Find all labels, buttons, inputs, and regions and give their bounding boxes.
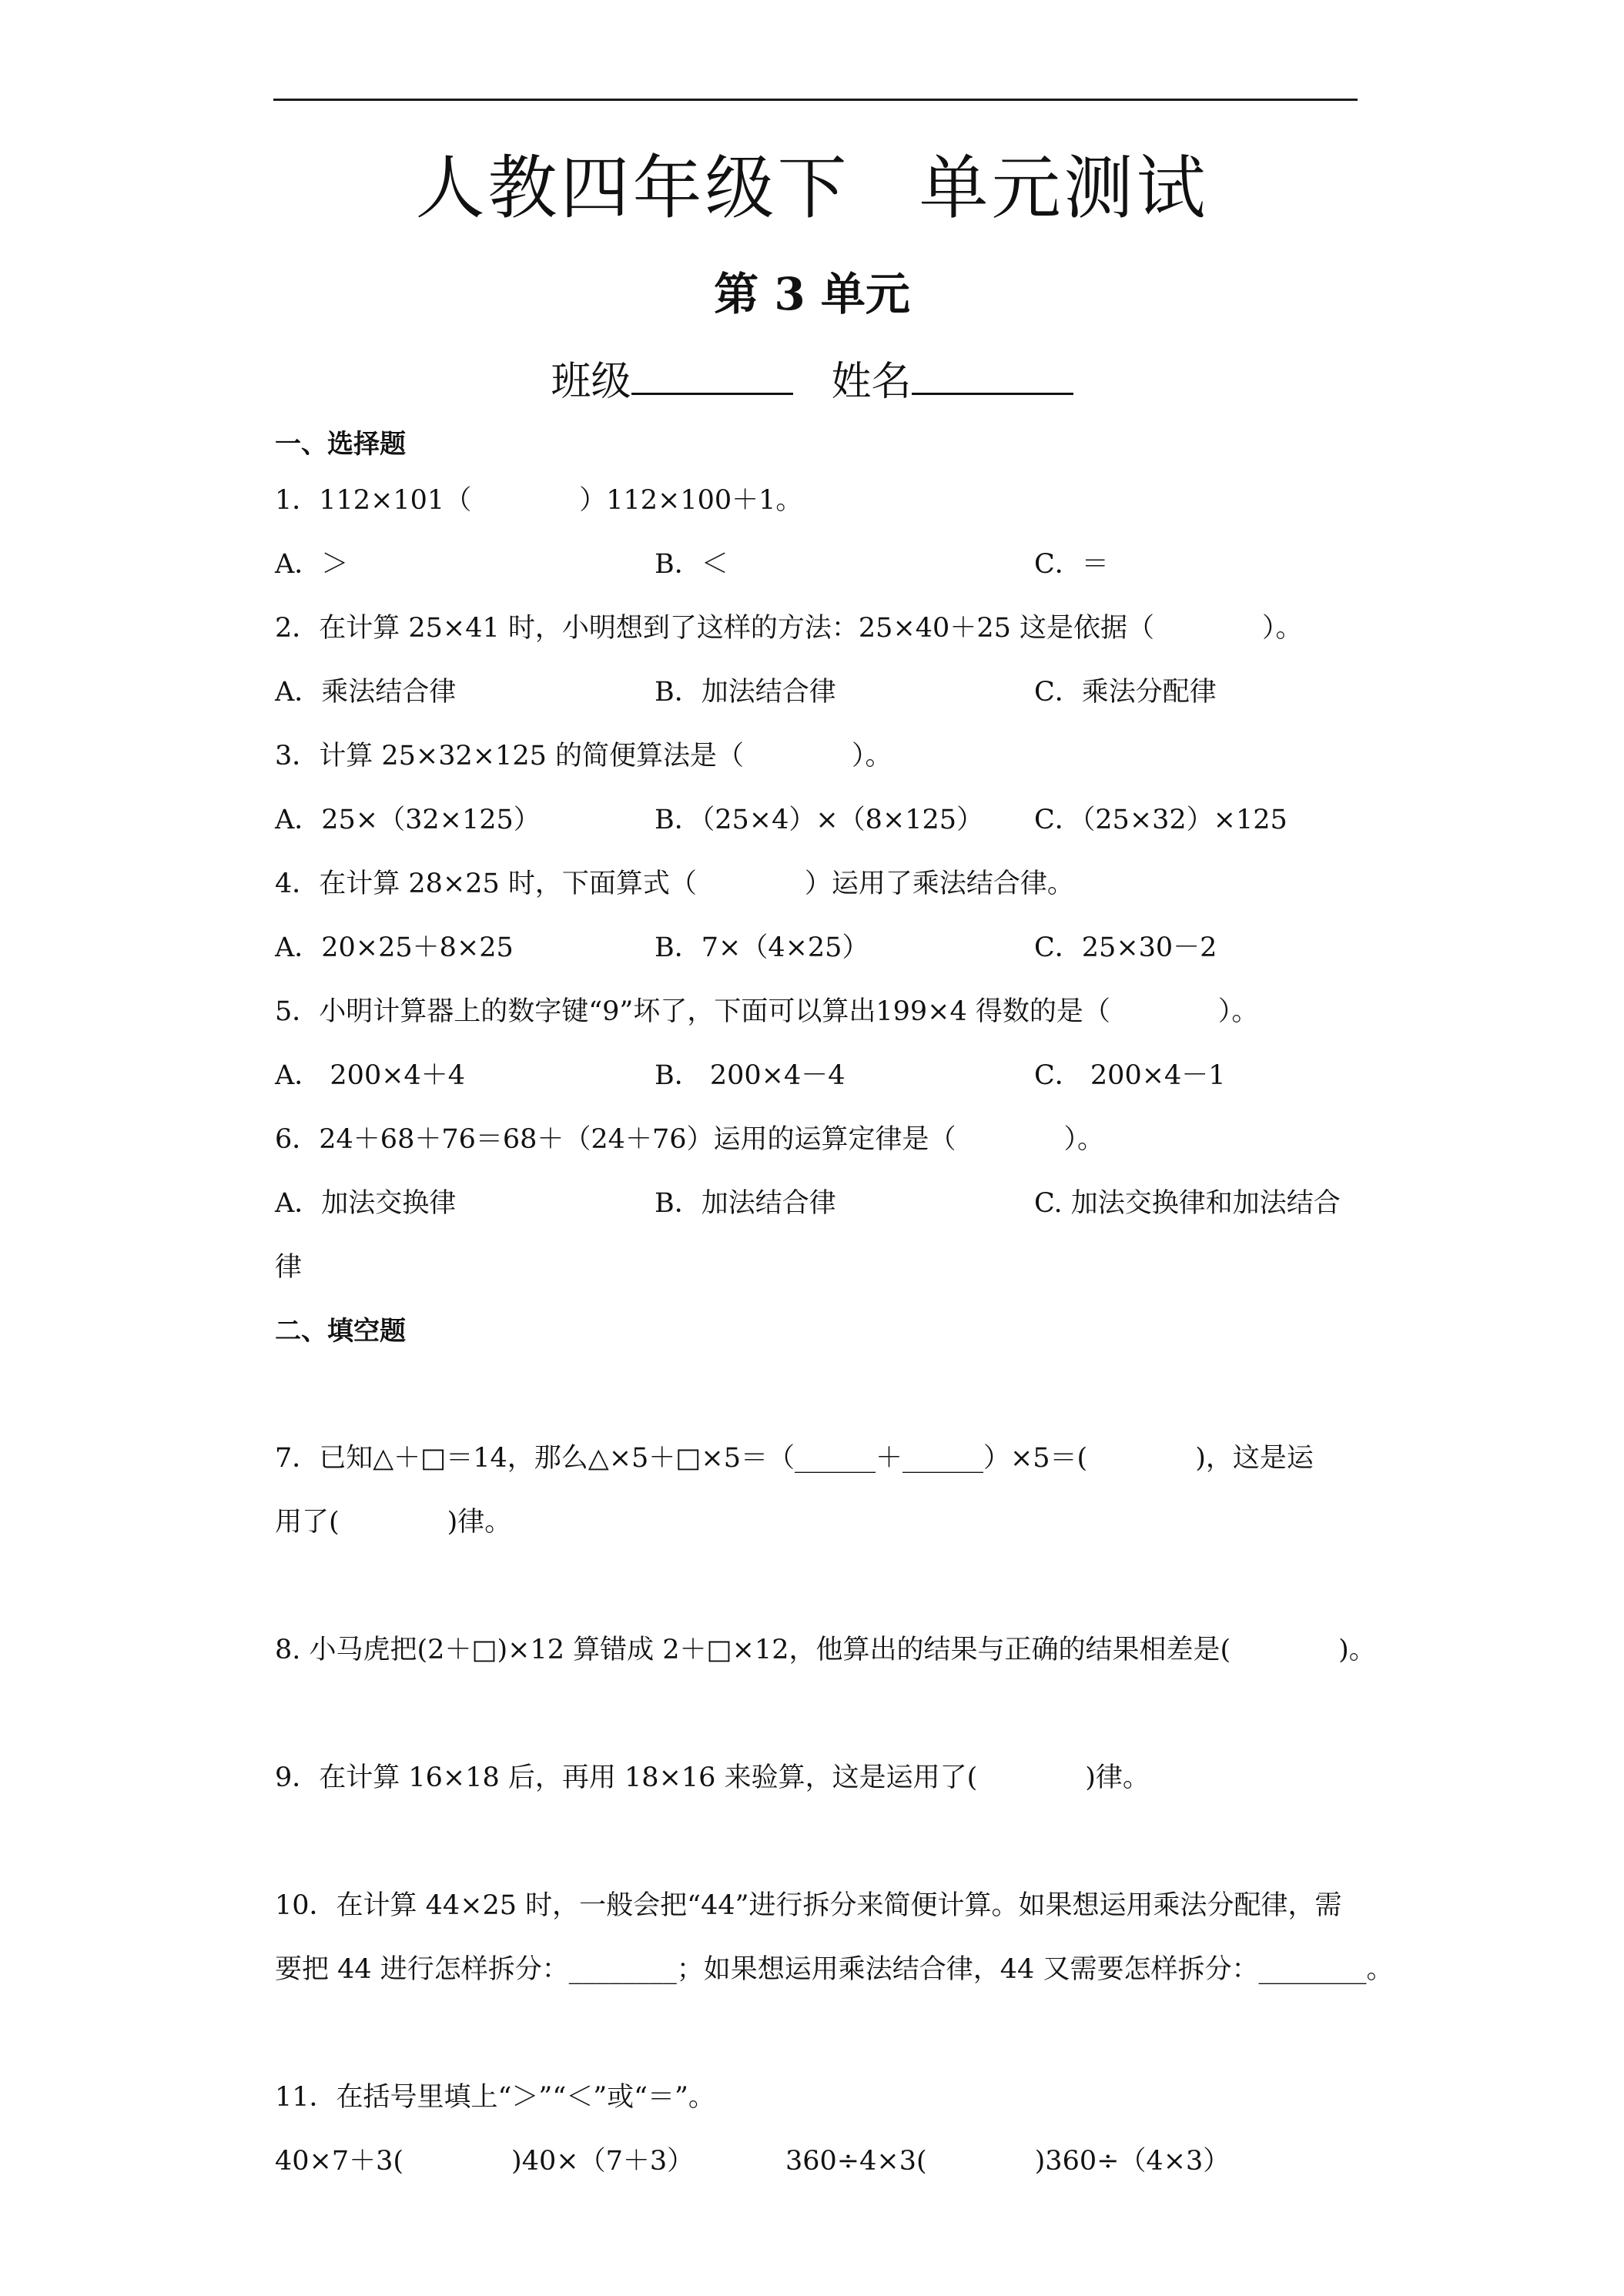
top-rule bbox=[273, 99, 1358, 101]
q3-option-a[interactable]: A．25×（32×125） bbox=[275, 805, 541, 835]
q4-option-c[interactable]: C．25×30－2 bbox=[1034, 932, 1217, 963]
title-left: 人教四年级下 bbox=[415, 148, 850, 229]
q1-option-c[interactable]: C．＝ bbox=[1034, 549, 1109, 580]
section-heading-fill: 二、填空题 bbox=[275, 1316, 406, 1347]
q6-option-c[interactable]: C. 加法交换律和加法结合 bbox=[1034, 1188, 1341, 1219]
q5-option-c[interactable]: C． 200×4－1 bbox=[1034, 1060, 1226, 1091]
question-5: 5．小明计算器上的数字键“9”坏了，下面可以算出199×4 得数的是（ ）。 bbox=[275, 996, 1259, 1027]
section-heading-choice: 一、选择题 bbox=[275, 429, 406, 460]
name-blank[interactable] bbox=[912, 353, 1073, 395]
class-name-row bbox=[0, 353, 1624, 409]
question-3: 3．计算 25×32×125 的简便算法是（ ）。 bbox=[275, 741, 892, 771]
question-10-line-1: 10．在计算 44×25 时，一般会把“44”进行拆分来简便计算。如果想运用乘法分配律，需 bbox=[275, 1890, 1342, 1921]
title-right: 单元测试 bbox=[919, 148, 1209, 229]
q5-option-b[interactable]: B． 200×4－4 bbox=[655, 1060, 845, 1091]
class-label: 班级 bbox=[551, 359, 631, 405]
question-11: 11．在括号里填上“＞”“＜”或“＝”。 bbox=[275, 2082, 715, 2113]
q4-option-b[interactable]: B．7×（4×25） bbox=[655, 932, 869, 963]
question-7-line-2: 用了( )律。 bbox=[275, 1507, 512, 1538]
q5-option-a[interactable]: A． 200×4＋4 bbox=[275, 1060, 466, 1091]
class-blank[interactable] bbox=[631, 353, 793, 395]
question-10-line-2: 要把 44 进行怎样拆分：________；如果想运用乘法结合律，44 又需要怎样拆分：________。 bbox=[275, 1954, 1394, 1985]
question-6: 6．24＋68＋76＝68＋（24＋76）运用的运算定律是（ ）。 bbox=[275, 1124, 1104, 1155]
q3-option-c[interactable]: C．（25×32）×125 bbox=[1034, 805, 1287, 835]
q2-option-a[interactable]: A．乘法结合律 bbox=[275, 677, 457, 708]
q11-compare-right: 360÷4×3( )360÷（4×3） bbox=[785, 2146, 1231, 2177]
name-label: 姓名 bbox=[831, 359, 912, 405]
q1-option-b[interactable]: B．＜ bbox=[655, 549, 728, 580]
q1-option-a[interactable]: A．＞ bbox=[275, 549, 349, 580]
q2-option-c[interactable]: C．乘法分配律 bbox=[1034, 677, 1217, 708]
q3-option-b[interactable]: B．（25×4）×（8×125） bbox=[655, 805, 984, 835]
question-1: 1．112×101（ ）112×100＋1。 bbox=[275, 485, 803, 516]
question-7-line-1: 7．已知△＋□＝14，那么△×5＋□×5＝（______＋______）×5＝( )，这是运 bbox=[275, 1443, 1314, 1474]
q6-option-a[interactable]: A．加法交换律 bbox=[275, 1188, 457, 1219]
q6-option-b[interactable]: B．加法结合律 bbox=[655, 1188, 836, 1219]
q6-option-c-wrap: 律 bbox=[275, 1252, 303, 1283]
q2-option-b[interactable]: B．加法结合律 bbox=[655, 677, 836, 708]
page-title bbox=[0, 146, 1624, 231]
question-9: 9．在计算 16×18 后，再用 18×16 来验算，这是运用了( )律。 bbox=[275, 1762, 1150, 1793]
question-4: 4．在计算 28×25 时，下面算式（ ）运用了乘法结合律。 bbox=[275, 869, 1074, 899]
q11-compare-left: 40×7＋3( )40×（7＋3） bbox=[275, 2146, 695, 2177]
unit-subtitle: 第 3 单元 bbox=[714, 268, 910, 320]
question-2: 2．在计算 25×41 时，小明想到了这样的方法：25×40＋25 这是依据（ ）。 bbox=[275, 613, 1303, 644]
question-8: 8. 小马虎把(2＋□)×12 算错成 2＋□×12，他算出的结果与正确的结果相差是( )。 bbox=[275, 1635, 1376, 1665]
q4-option-a[interactable]: A．20×25＋8×25 bbox=[275, 932, 514, 963]
